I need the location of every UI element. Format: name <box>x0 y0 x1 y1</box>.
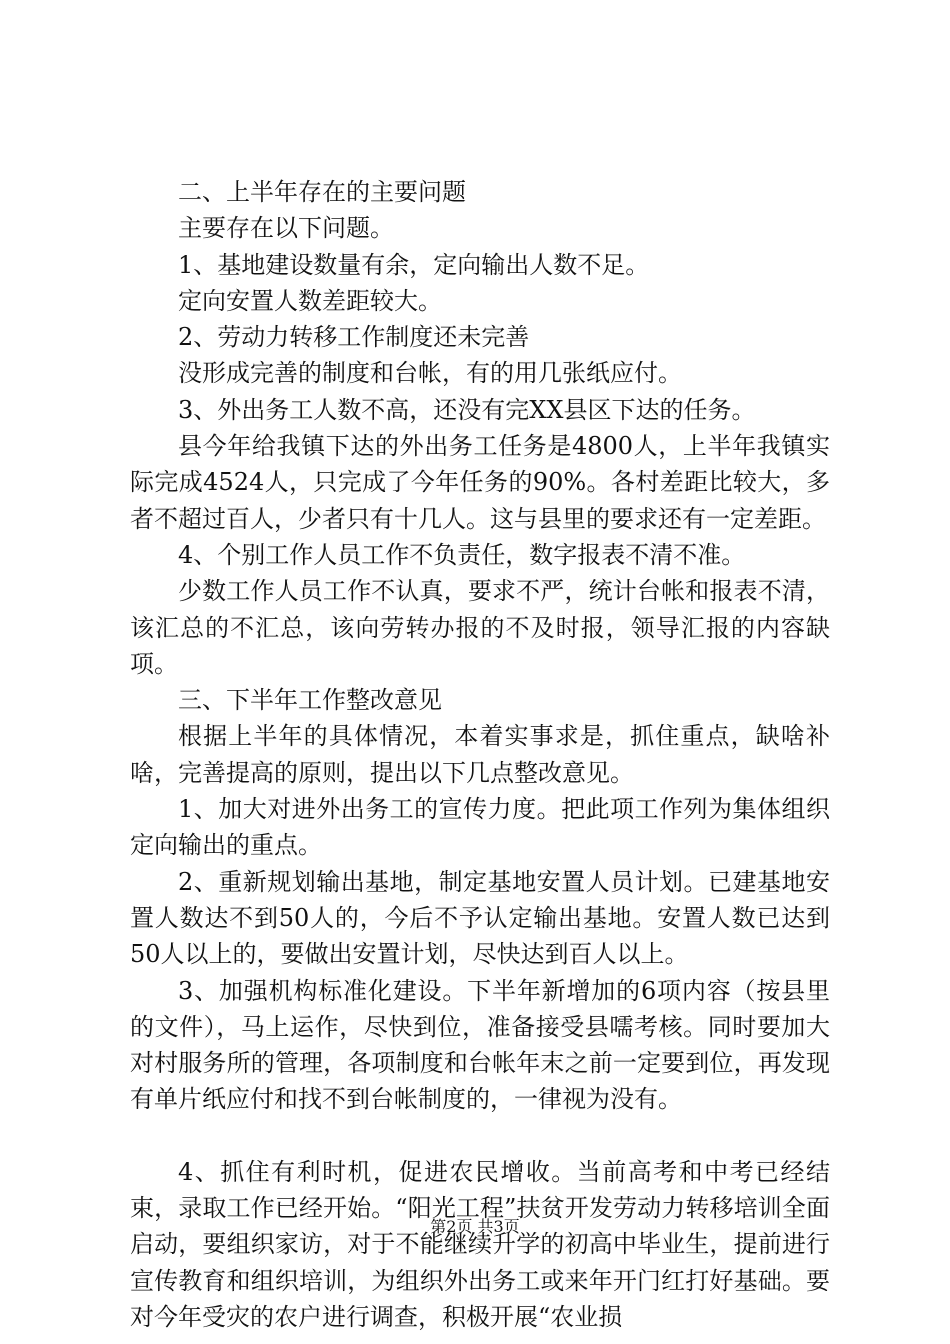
section-heading-rectification: 三、下半年工作整改意见 <box>178 686 442 715</box>
paragraph: 根据上半年的具体情况，本着实事求是，抓住重点，缺啥补啥，完善提高的原则，提出以下几点整改意见。 <box>130 722 830 787</box>
paragraph: 县今年给我镇下达的外出务工任务是4800人，上半年我镇实际完成4524人，只完成了今年任务的90%。各村差距比较大，多者不超过百人，少者只有十几人。这与县里的要求还有一定差距。 <box>130 432 830 533</box>
paragraph: 主要存在以下问题。 <box>178 214 394 243</box>
paragraph: 没形成完善的制度和台帐，有的用几张纸应付。 <box>178 359 682 388</box>
paragraph: 4、抓住有利时机，促进农民增收。当前高考和中考已经结束，录取工作已经开始。“阳光工程”扶贫开发劳动力转移培训全面启动，要组织家访，对于不能继续升学的初高中毕业生，提前进行宣传教育和组织培训，为组织外出务工或来年开门红打好基础。要对今年受灾的农户进行调查，积极开展“农业损 <box>130 1157 830 1331</box>
paragraph: 1、基地建设数量有余，定向输出人数不足。 <box>178 250 650 279</box>
section-heading-problems: 二、上半年存在的主要问题 <box>178 178 466 206</box>
paragraph: 少数工作人员工作不认真，要求不严，统计台帐和报表不清，该汇总的不汇总，该向劳转办报的不及时报，领导汇报的内容缺项。 <box>130 577 830 678</box>
page-footer: 第2页 共3页 <box>430 1217 520 1236</box>
paragraph: 定向安置人数差距较大。 <box>178 286 442 315</box>
document-body <box>130 174 830 1335</box>
paragraph: 2、重新规划输出基地，制定基地安置人员计划。已建基地安置人数达不到50人的，今后不予认定输出基地。安置人数已达到50人以上的，要做出安置计划，尽快达到百人以上。 <box>130 867 830 969</box>
paragraph: 2、劳动力转移工作制度还未完善 <box>178 323 530 352</box>
paragraph: 1、加大对进外出务工的宣传力度。把此项工作列为集体组织定向输出的重点。 <box>130 795 830 860</box>
paragraph: 3、加强机构标准化建设。下半年新增加的6项内容（按县里的文件），马上运作，尽快到位，准备接受县嚅考核。同时要加大对村服务所的管理，各项制度和台帐年末之前一定要到位，再发现有单片纸应付和找不到台帐制度的，一律视为没有。 <box>130 976 830 1114</box>
paragraph: 4、个别工作人员工作不负责任，数字报表不清不准。 <box>178 540 746 569</box>
paragraph: 3、外出务工人数不高，还没有完XX县区下达的任务。 <box>178 395 756 424</box>
